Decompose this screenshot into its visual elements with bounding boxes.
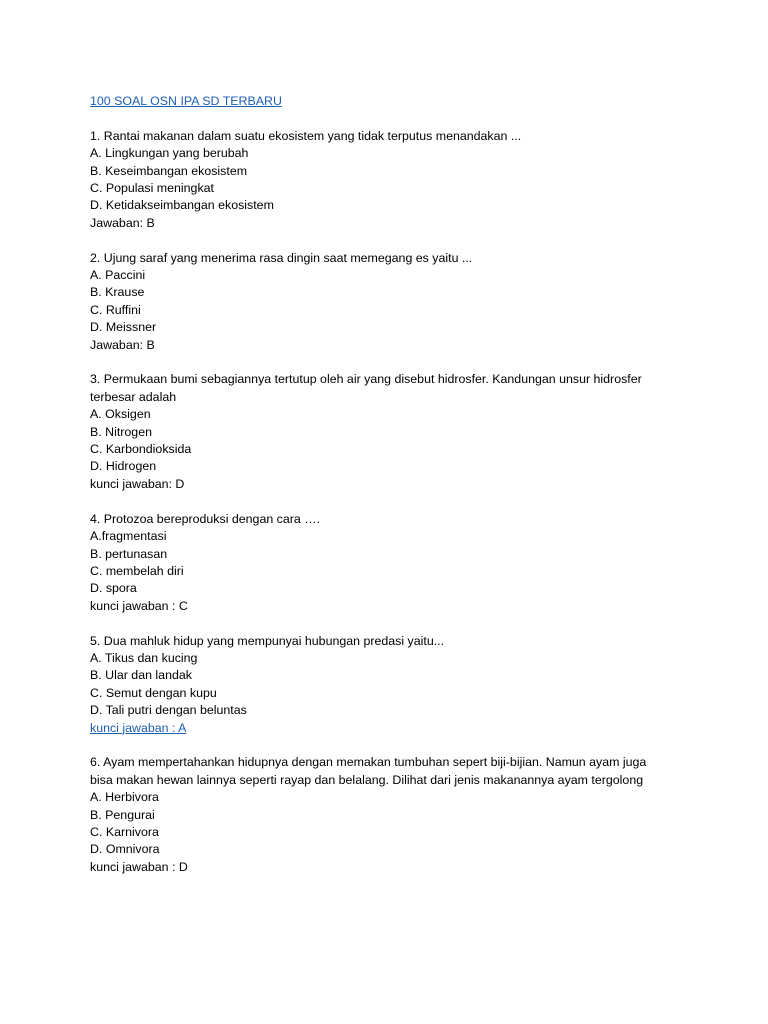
question-block-4	[90, 511, 728, 615]
option-d: D. Ketidakseimbangan ekosistem	[90, 198, 274, 213]
option-d: D. Omnivora	[90, 842, 160, 857]
spacer	[90, 493, 728, 510]
option-c: C. membelah diri	[90, 563, 184, 578]
option-c: C. Karbondioksida	[90, 442, 192, 457]
option-d: D. spora	[90, 581, 137, 596]
option-b: B. Keseimbangan ekosistem	[90, 163, 248, 178]
option-b: B. Ular dan landak	[90, 668, 192, 683]
option-d: D. Meissner	[90, 320, 157, 335]
answer-key: Jawaban: B	[90, 215, 155, 230]
option-b: B. pertunasan	[90, 546, 168, 561]
option-c: C. Populasi meningkat	[90, 181, 214, 196]
option-c: C. Karnivora	[90, 824, 159, 839]
option-d: D. Tali putri dengan beluntas	[90, 703, 247, 718]
option-c: C. Ruffini	[90, 302, 141, 317]
question-text-line-2: bisa makan hewan lainnya seperti rayap dan belalang. Dilihat dari jenis makanannya ayam tergolong	[90, 772, 644, 787]
answer-key: kunci jawaban : D	[90, 859, 188, 874]
answer-key: kunci jawaban: D	[90, 476, 185, 491]
question-text-line-2: terbesar adalah	[90, 389, 177, 404]
option-c: C. Semut dengan kupu	[90, 685, 217, 700]
option-a: A. Oksigen	[90, 407, 151, 422]
option-a: A. Paccini	[90, 268, 146, 283]
option-b: B. Krause	[90, 285, 145, 300]
spacer	[90, 737, 728, 754]
option-a: A. Tikus dan kucing	[90, 650, 198, 665]
question-text-line-1: 3. Permukaan bumi sebagiannya tertutup oleh air yang disebut hidrosfer. Kandungan unsur hidrosfer	[90, 372, 642, 387]
question-block-3	[90, 371, 728, 493]
option-a: A. Herbivora	[90, 790, 159, 805]
question-text: 1. Rantai makanan dalam suatu ekosistem yang tidak terputus menandakan ...	[90, 128, 522, 143]
option-a: A. Lingkungan yang berubah	[90, 146, 249, 161]
spacer	[90, 110, 728, 127]
question-text: 2. Ujung saraf yang menerima rasa dingin saat memegang es yaitu ...	[90, 250, 473, 265]
document-title-link[interactable]: 100 SOAL OSN IPA SD TERBARU	[90, 94, 282, 108]
spacer	[90, 615, 728, 632]
option-d: D. Hidrogen	[90, 459, 157, 474]
option-b: B. Pengurai	[90, 807, 155, 822]
question-text: 5. Dua mahluk hidup yang mempunyai hubungan predasi yaitu...	[90, 633, 445, 648]
answer-key: kunci jawaban : C	[90, 598, 188, 613]
question-block-6	[90, 754, 728, 876]
question-block-1	[90, 128, 728, 232]
answer-key: Jawaban: B	[90, 337, 155, 352]
option-a: A.fragmentasi	[90, 529, 167, 544]
option-b: B. Nitrogen	[90, 424, 152, 439]
question-block-2	[90, 250, 728, 354]
question-text-line-1: 6. Ayam mempertahankan hidupnya dengan memakan tumbuhan sepert biji-bijian. Namun ayam juga	[90, 755, 647, 770]
answer-key-link[interactable]: kunci jawaban : A	[90, 720, 187, 735]
spacer	[90, 232, 728, 249]
question-block-5	[90, 633, 728, 737]
spacer	[90, 354, 728, 371]
question-text: 4. Protozoa bereproduksi dengan cara ….	[90, 511, 321, 526]
